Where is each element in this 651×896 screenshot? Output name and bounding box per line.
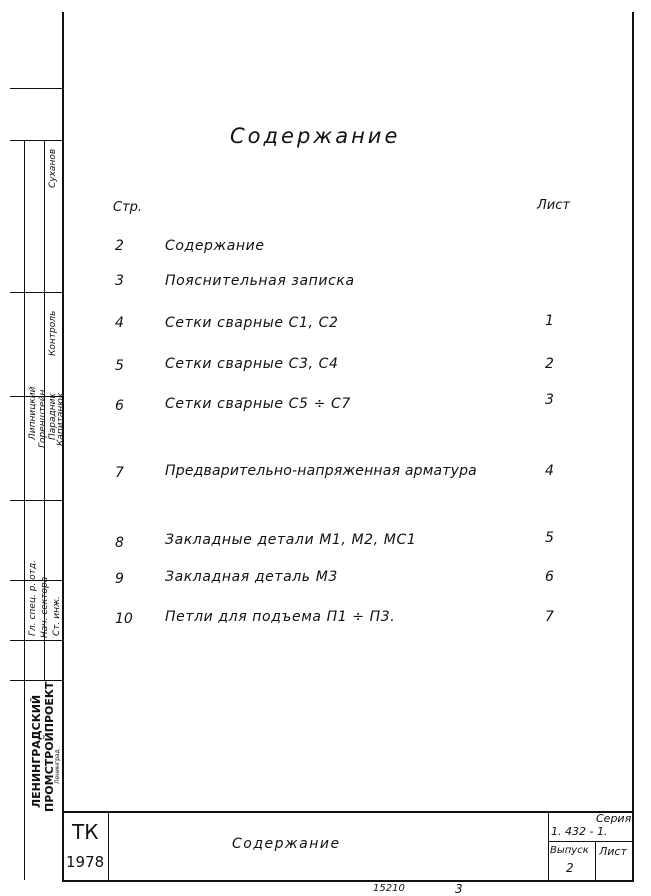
side-strip-top-line bbox=[10, 88, 64, 89]
col-sheet-header: Лист bbox=[537, 198, 570, 213]
stamp-series-value: 1. 432 - 1. bbox=[551, 825, 608, 838]
side-name-1: Липницкий bbox=[28, 386, 38, 440]
side-name-4: Капитанюк bbox=[56, 392, 66, 446]
toc-page-number: 5 bbox=[115, 358, 124, 374]
page-title: Содержание bbox=[230, 124, 401, 148]
toc-title: Закладные детали М1, М2, МС1 bbox=[165, 532, 417, 548]
side-role-eng: Ст. инж. bbox=[52, 596, 62, 636]
frame-left-border bbox=[62, 12, 64, 882]
toc-sheet-number: 4 bbox=[545, 463, 554, 479]
side-org-city: Ленинград bbox=[54, 749, 61, 784]
toc-sheet-number: 1 bbox=[545, 313, 554, 329]
toc-page-number: 2 bbox=[115, 238, 124, 254]
toc-page-number: 3 bbox=[115, 273, 124, 289]
toc-title: Сетки сварные С3, С4 bbox=[165, 356, 339, 372]
toc-title: Сетки сварные С1, С2 bbox=[165, 315, 339, 331]
stamp-code-divider bbox=[108, 811, 109, 881]
stamp-series-label: Серия bbox=[596, 812, 632, 825]
toc-sheet-number: 3 bbox=[545, 392, 554, 408]
side-org-line1: ЛЕНИНГРАДСКИЙ bbox=[30, 694, 43, 808]
side-org-line2: ПРОМСТРОЙПРОЕКТ bbox=[43, 681, 56, 812]
toc-title: Содержание bbox=[165, 238, 265, 254]
frame-right-border bbox=[632, 12, 634, 882]
toc-title: Пояснительная записка bbox=[165, 273, 355, 289]
side-strip-sep1 bbox=[10, 140, 64, 141]
stamp-right-divider bbox=[548, 811, 549, 881]
toc-title: Закладная деталь М3 bbox=[165, 569, 338, 585]
toc-page-number: 6 bbox=[115, 398, 124, 414]
toc-sheet-number: 2 bbox=[545, 356, 554, 372]
stamp-sheet-label: Лист bbox=[599, 845, 627, 858]
stamp-issue-value: 2 bbox=[566, 861, 574, 875]
side-name-2: Горенштейн bbox=[38, 389, 48, 448]
footer-right-number: 3 bbox=[455, 882, 463, 896]
side-role-hq: Нач. сектора bbox=[40, 576, 50, 638]
side-strip-sep2 bbox=[10, 292, 64, 293]
stamp-code: ТК bbox=[72, 820, 99, 844]
toc-page-number: 4 bbox=[115, 315, 124, 331]
toc-sheet-number: 5 bbox=[545, 530, 554, 546]
stamp-series-divider bbox=[548, 841, 632, 842]
footer-left-number: 15210 bbox=[373, 883, 405, 894]
stamp-issue-label: Выпуск bbox=[550, 845, 589, 856]
side-name-5: Суханов bbox=[48, 148, 58, 188]
col-page-header: Стр. bbox=[113, 200, 143, 215]
toc-sheet-number: 7 bbox=[545, 609, 554, 625]
toc-title: Сетки сварные С5 ÷ С7 bbox=[165, 396, 351, 412]
side-role-dept: Гл. спец. р. отд. bbox=[28, 560, 38, 636]
stamp-year: 1978 bbox=[66, 853, 105, 871]
toc-page-number: 10 bbox=[115, 611, 133, 627]
toc-title: Предварительно-напряженная арматура bbox=[165, 463, 477, 479]
side-name-3: Парадник bbox=[48, 393, 58, 440]
toc-title: Петли для подъема П1 ÷ П3. bbox=[165, 609, 396, 625]
toc-sheet-number: 6 bbox=[545, 569, 554, 585]
toc-page-number: 8 bbox=[115, 535, 124, 551]
stamp-doc-title: Содержание bbox=[232, 836, 341, 852]
stamp-issue-divider bbox=[595, 841, 596, 881]
toc-page-number: 7 bbox=[115, 465, 124, 481]
side-strip-sep6 bbox=[10, 640, 64, 641]
toc-page-number: 9 bbox=[115, 571, 124, 587]
side-strip-sep4 bbox=[10, 500, 64, 501]
side-control-label: Контроль bbox=[48, 310, 58, 356]
side-strip-col1 bbox=[24, 140, 25, 880]
